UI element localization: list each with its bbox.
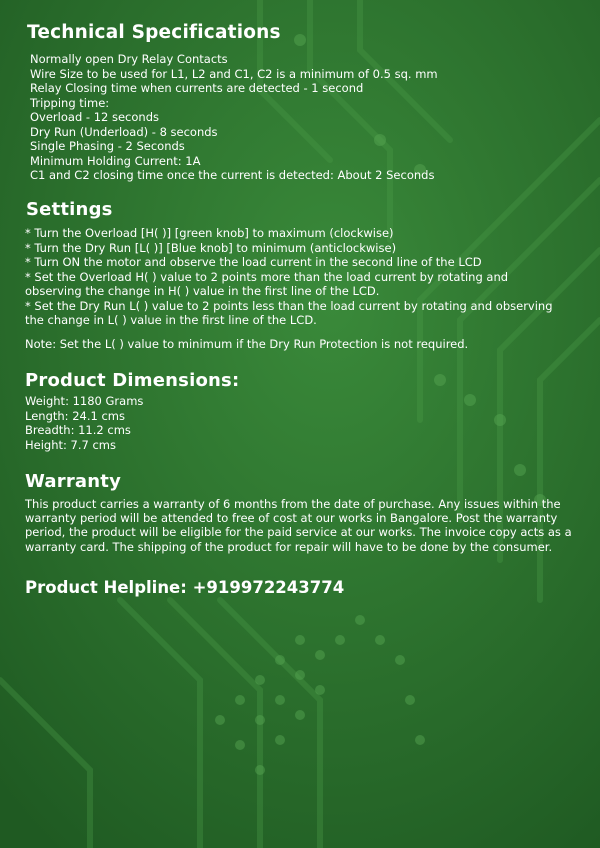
settings-heading: Settings xyxy=(26,199,113,220)
settings-line: * Turn the Overload [H( )] [green knob] to maximum (clockwise) xyxy=(25,226,394,240)
product-helpline: Product Helpline: +919972243774 xyxy=(25,578,345,597)
spec-line: Minimum Holding Current: 1A xyxy=(30,153,201,168)
technical-specifications-list xyxy=(30,52,438,183)
settings-line: observing the change in H( ) value in the first line of the LCD. xyxy=(25,284,380,298)
settings-list xyxy=(25,226,553,351)
product-dimensions-list xyxy=(25,394,143,452)
dimension-line: Breadth: 11.2 cms xyxy=(25,423,131,437)
settings-line: * Turn the Dry Run [L( )] [Blue knob] to minimum (anticlockwise) xyxy=(25,240,397,255)
dimension-line: Weight: 1180 Grams xyxy=(25,394,144,408)
dimension-line: Height: 7.7 cms xyxy=(25,437,117,452)
technical-specifications-heading: Technical Specifications xyxy=(27,22,281,43)
warranty-text: This product carries a warranty of 6 months from the date of purchase. Any issues within the warranty period will be attended to free of cost at our works in Bangalore. Post the warranty period, the product will be eligible for the paid service at our works. The invoice copy acts as a warranty card. The shipping of the product for repair will have to be done by the consumer. xyxy=(25,497,572,554)
spec-line: C1 and C2 closing time once the current is detected: About 2 Seconds xyxy=(30,168,435,182)
settings-line: the change in L( ) value in the first line of the LCD. xyxy=(25,313,317,327)
spec-line: Single Phasing - 2 Seconds xyxy=(30,139,185,153)
dimension-line: Length: 24.1 cms xyxy=(25,408,125,423)
spec-line: Wire Size to be used for L1, L2 and C1, C2 is a minimum of 0.5 sq. mm xyxy=(30,66,438,81)
settings-line: * Turn ON the motor and observe the load current in the second line of the LCD xyxy=(25,255,482,269)
product-dimensions-heading: Product Dimensions: xyxy=(25,370,240,391)
settings-line: * Set the Overload H( ) value to 2 points more than the load current by rotating and xyxy=(25,269,509,284)
spec-line: Overload - 12 seconds xyxy=(30,110,159,124)
warranty-heading: Warranty xyxy=(25,471,122,492)
settings-line: * Set the Dry Run L( ) value to 2 points less than the load current by rotating and observing xyxy=(25,298,553,313)
spec-line: Relay Closing time when currents are detected - 1 second xyxy=(30,81,364,95)
settings-note: Note: Set the L( ) value to minimum if the Dry Run Protection is not required. xyxy=(25,336,469,351)
spec-line: Tripping time: xyxy=(30,95,110,110)
spec-line: Normally open Dry Relay Contacts xyxy=(30,52,228,66)
spec-line: Dry Run (Underload) - 8 seconds xyxy=(30,124,218,139)
